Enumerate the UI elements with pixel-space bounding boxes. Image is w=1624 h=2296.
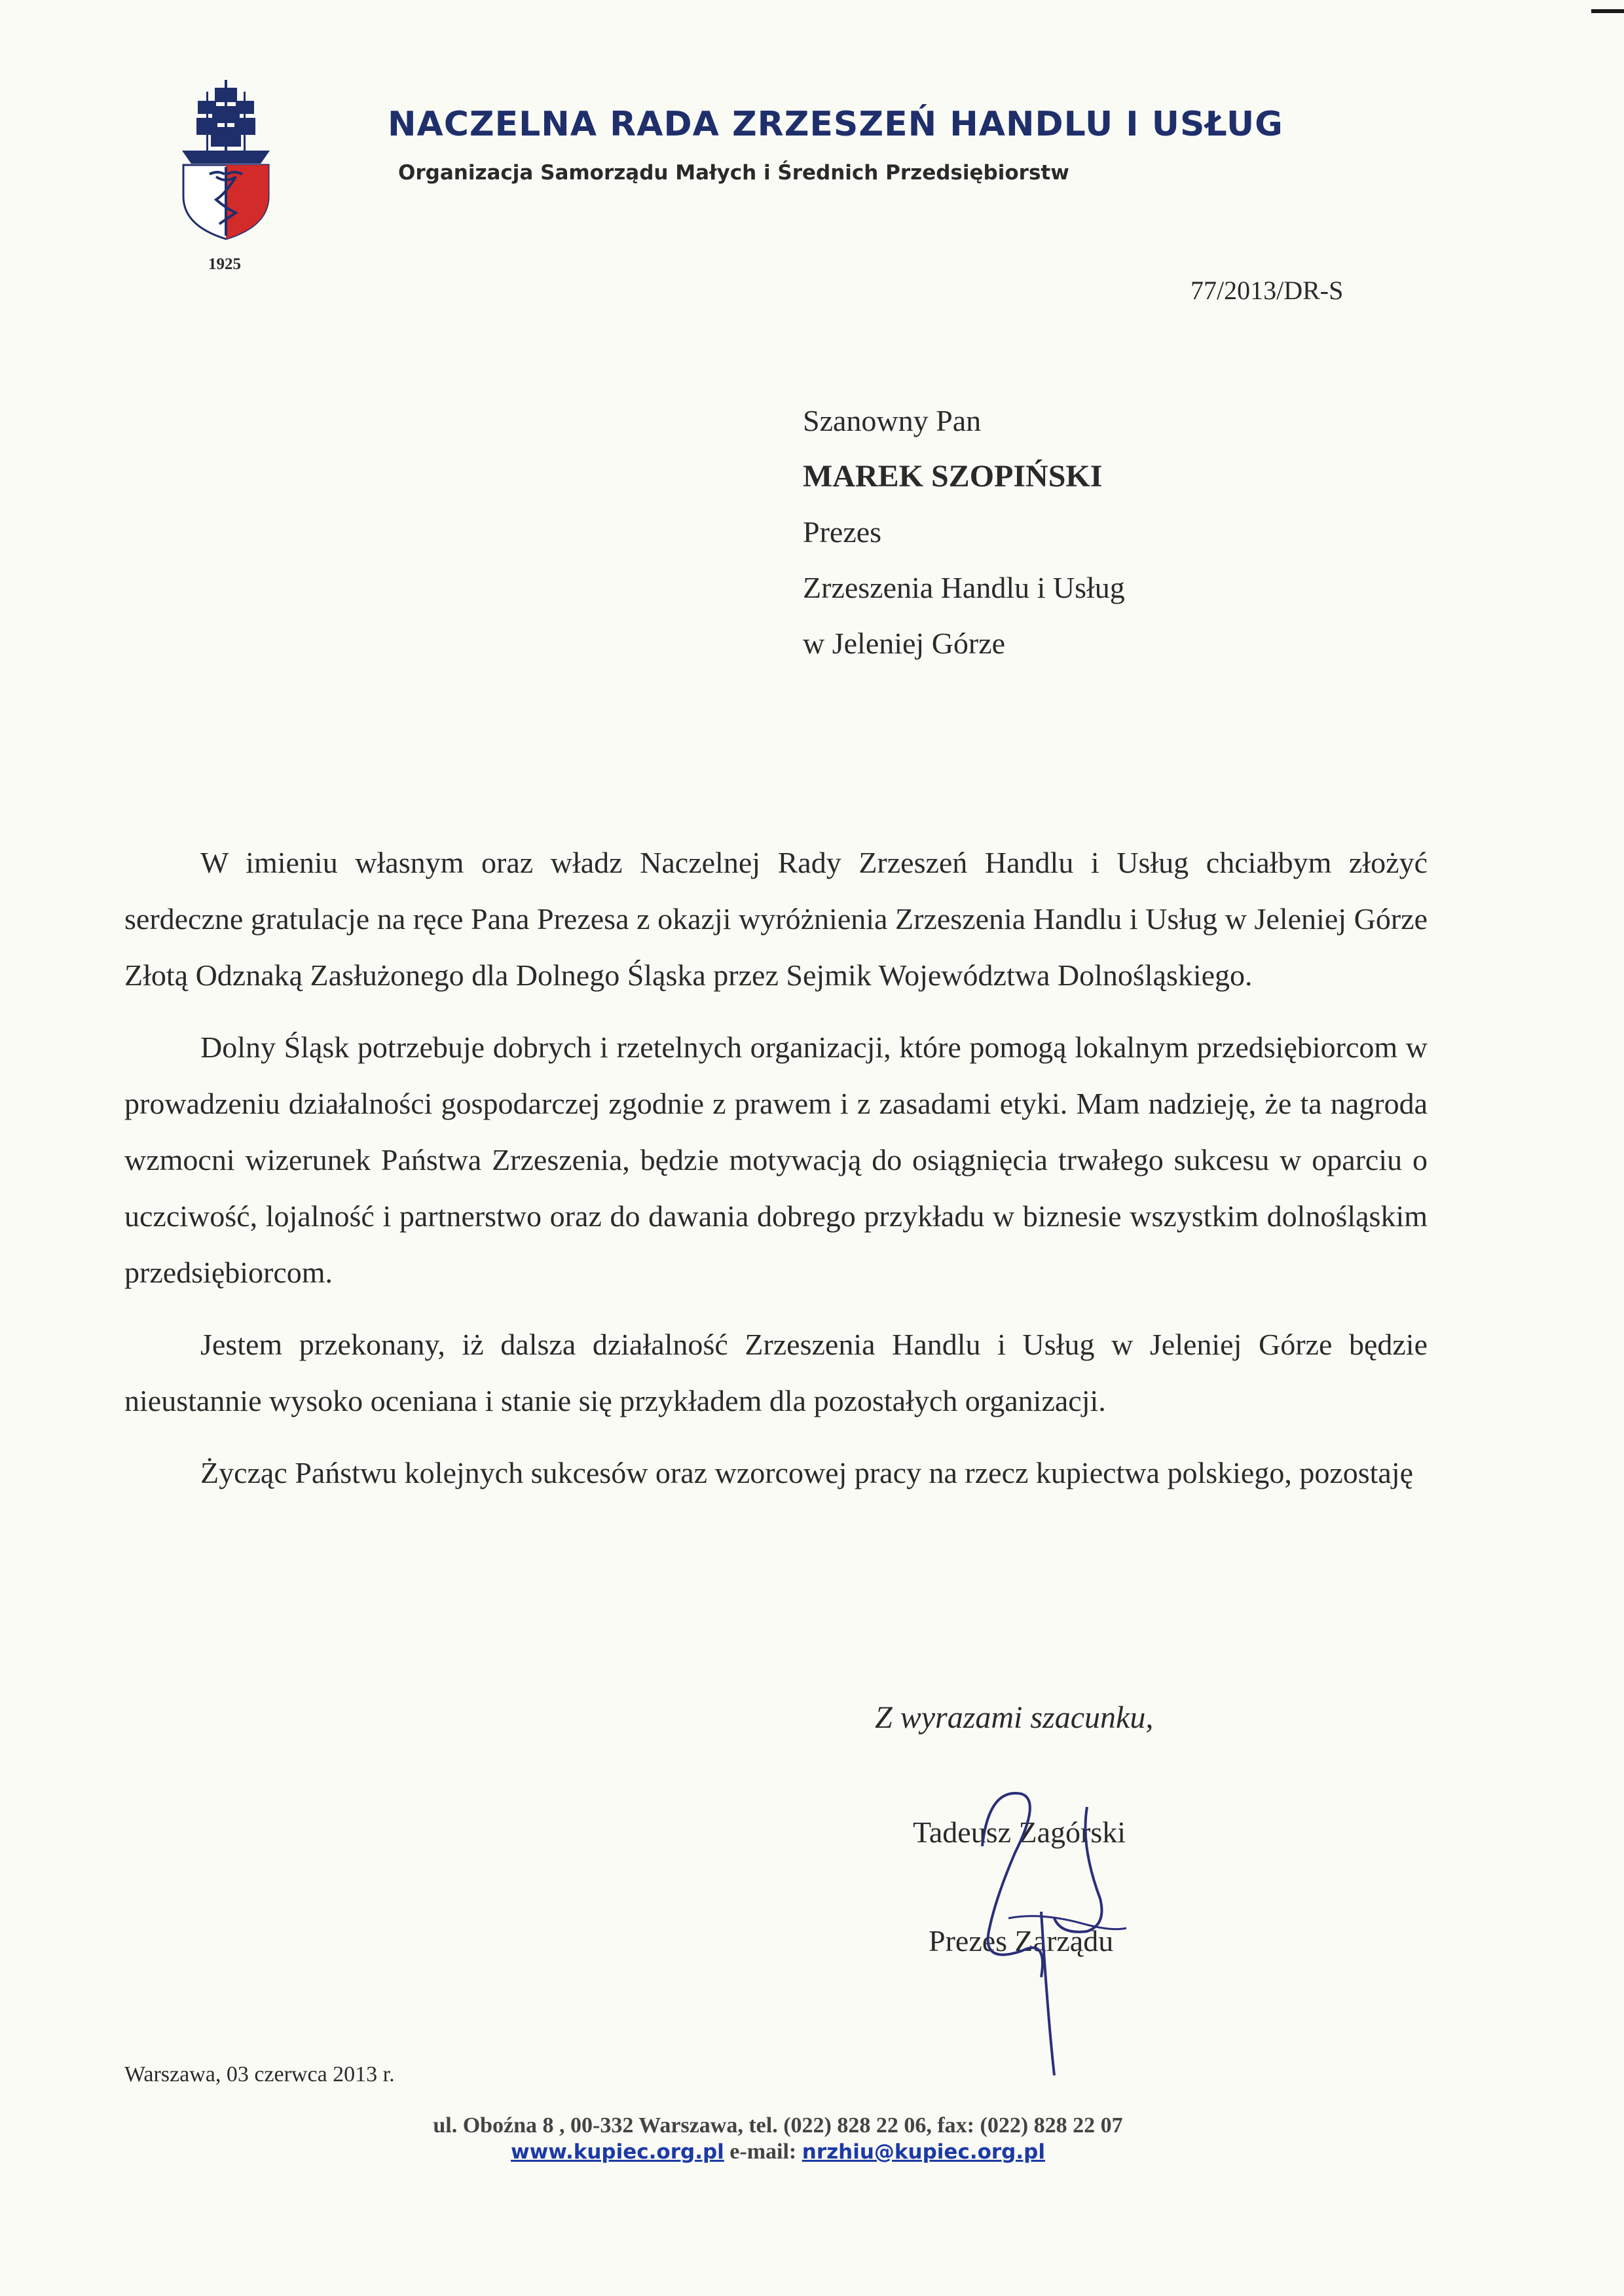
website-link[interactable]: www.kupiec.org.pl	[511, 2140, 724, 2164]
recipient-title: Prezes	[803, 515, 882, 549]
recipient-block	[803, 393, 1125, 671]
body-paragraph: Dolny Śląsk potrzebuje dobrych i rzetelnych organizacji, które pomogą lokalnym przedsiębiorcom w prowadzeniu działalności gospodarczej zgodnie z prawem i z zasadami etyki. Mam nadzieję, że ta nagroda wzmocni wizerunek Państwa Zrzeszenia, będzie motywacją do osiągnięcia trwałego sukcesu w oparciu o uczciwość, lojalność i partnerstwo oraz do dawania dobrego przykładu w biznesie wszystkim dolnośląskim przedsiębiorcom.	[124, 1030, 1428, 1289]
body-paragraph: Jestem przekonany, iż dalsza działalność Zrzeszenia Handlu i Usług w Jeleniej Górze będzie nieustannie wysoko oceniana i stanie się przykładem dla pozostałych organizacji.	[124, 1328, 1428, 1417]
organization-name: NACZELNA RADA ZRZESZEŃ HANDLU I USŁUG	[388, 105, 1283, 144]
body-paragraph: W imieniu własnym oraz władz Naczelnej Rady Zrzeszeń Handlu i Usług chciałbym złożyć serdeczne gratulacje na ręce Pana Prezesa z okazji wyróżnienia Zrzeszenia Handlu i Usług w Jeleniej Górze Złotą Odznaką Zasłużonego dla Dolnego Śląska przez Sejmik Województwa Dolnośląskiego.	[124, 846, 1428, 992]
ship-shield-emblem-icon	[177, 79, 275, 242]
body-paragraph: Życząc Państwu kolejnych sukcesów oraz wzorcowej pracy na rzecz kupiectwa polskiego, pozostaję	[200, 1456, 1414, 1489]
signer-name: Tadeusz Zagórski	[913, 1815, 1126, 1849]
logo-emblem	[177, 79, 275, 242]
recipient-name: MAREK SZOPIŃSKI	[803, 459, 1103, 494]
footer-address: ul. Oboźna 8 , 00-332 Warszawa, tel. (022) 828 22 06, fax: (022) 828 22 07	[433, 2113, 1123, 2138]
signer-role: Prezes Zarządu	[929, 1924, 1114, 1958]
email-label: e-mail:	[729, 2140, 797, 2164]
recipient-salutation: Szanowny Pan	[803, 404, 982, 437]
letter-body	[124, 835, 1428, 1517]
closing-phrase: Z wyrazami szacunku,	[875, 1700, 1154, 1735]
founded-year: 1925	[208, 255, 241, 273]
place-and-date: Warszawa, 03 czerwca 2013 r.	[124, 2062, 395, 2086]
handwritten-signature	[891, 1768, 1166, 2095]
recipient-organization: Zrzeszenia Handlu i Usług	[803, 571, 1125, 604]
footer-contacts	[352, 2140, 1204, 2164]
email-link[interactable]: nrzhiu@kupiec.org.pl	[802, 2140, 1045, 2164]
reference-number: 77/2013/DR-S	[1190, 276, 1344, 305]
scan-edge-mark	[1591, 9, 1624, 13]
recipient-location: w Jeleniej Górze	[803, 627, 1006, 660]
organization-subtitle: Organizacja Samorządu Małych i Średnich Przedsiębiorstw	[398, 161, 1069, 185]
